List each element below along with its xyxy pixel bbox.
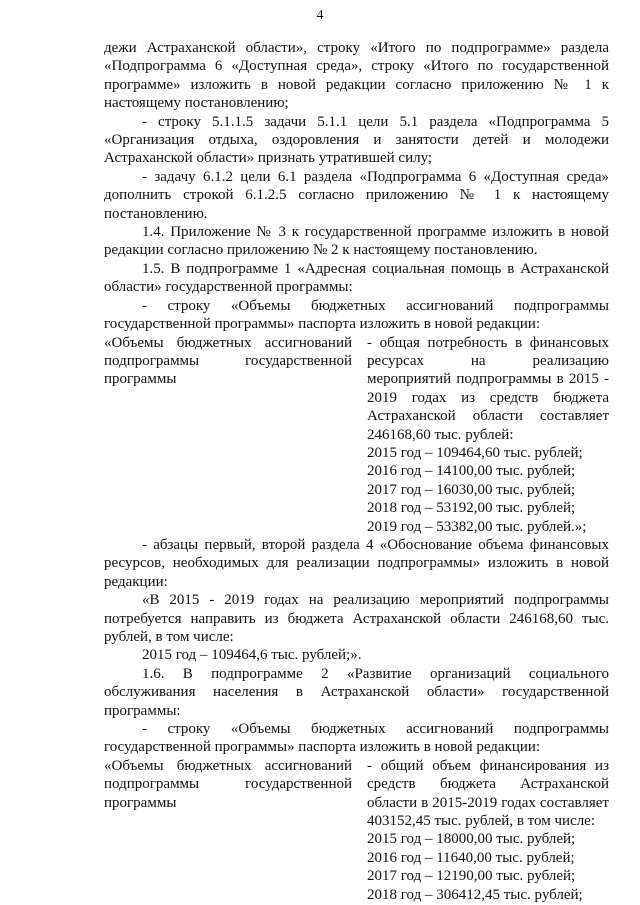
- budget-table-subprogram-2: [104, 757, 609, 904]
- year-line: 2016 год – 11640,00 тыс. рублей;: [367, 849, 575, 866]
- year-list: [367, 444, 609, 536]
- year-line: 2018 год – 306412,45 тыс. рублей;: [367, 886, 583, 903]
- year-line: 2019 год – 53382,00 тыс. рублей.»;: [367, 518, 587, 535]
- page-number: 4: [316, 8, 324, 23]
- year-list: [367, 830, 609, 904]
- year-line: 2018 год – 53192,00 тыс. рублей;: [367, 500, 576, 517]
- table-left-cell: «Объемы бюджетных ассигнований подпрограммы государственной программы: [104, 757, 352, 811]
- budget-table-subprogram-1: [104, 334, 609, 536]
- paragraph: 1.4. Приложение № 3 к государственной программе изложить в новой редакции согласно приложению № 2 к настоящему постановлению.: [104, 224, 609, 259]
- document-body: [104, 39, 609, 904]
- funding-description: - общий объем финансирования из средств бюджета Астраханской области в 2015-2019 годах составляет 403152,45 тыс. рублей, в том числе:: [367, 757, 609, 830]
- paragraph: 1.5. В подпрограмме 1 «Адресная социальная помощь в Астраханской области» государственной программы:: [104, 260, 609, 296]
- year-line: 2017 год – 16030,00 тыс. рублей;: [367, 481, 576, 498]
- paragraph: - строку «Объемы бюджетных ассигнований подпрограммы государственной программы» паспорта изложить в новой редакции:: [104, 297, 609, 333]
- paragraph: 2015 год – 109464,6 тыс. рублей;».: [142, 647, 362, 664]
- table-right-cell: [367, 757, 609, 904]
- year-line: 2015 год – 109464,60 тыс. рублей;: [367, 444, 583, 461]
- paragraph: - строку «Объемы бюджетных ассигнований подпрограммы государственной программы» паспорта изложить в новой редакции:: [104, 721, 609, 756]
- table-left-cell: «Объемы бюджетных ассигнований подпрограммы государственной программы: [104, 334, 352, 388]
- year-line: 2015 год – 18000,00 тыс. рублей;: [367, 831, 576, 848]
- paragraph: 1.6. В подпрограмме 2 «Развитие организаций социального обслуживания населения в Астраханской области» государственной программы:: [104, 665, 609, 719]
- year-line: 2016 год – 14100,00 тыс. рублей;: [367, 463, 576, 480]
- paragraph: - абзацы первый, второй раздела 4 «Обоснование объема финансовых ресурсов, необходимых для реализации подпрограммы» изложить в новой редакции:: [104, 536, 609, 590]
- table-right-cell: [367, 334, 609, 536]
- year-line: 2017 год – 12190,00 тыс. рублей;: [367, 868, 576, 885]
- paragraph: дежи Астраханской области», строку «Итого по подпрограмме» раздела «Подпрограмма 6 «Доступная среда», строку «Итого по государственной программе» изложить в новой редакции согласно приложению № 1 к настоящему постановлению;: [104, 40, 609, 112]
- paragraph: - строку 5.1.1.5 задачи 5.1.1 цели 5.1 раздела «Подпрограмма 5 «Организация отдыха, оздоровления и занятости детей и молодежи Астраханской области» признать утратившей силу;: [104, 113, 609, 167]
- paragraph: - задачу 6.1.2 цели 6.1 раздела «Подпрограмма 6 «Доступная среда» дополнить строкой 6.1.2.5 согласно приложению № 1 к настоящему постановлению.: [104, 168, 609, 222]
- funding-description: - общая потребность в финансовых ресурсах на реализацию мероприятий подпрограммы в 2015 - 2019 годах из средств бюджета Астраханской области составляет 246168,60 тыс. рублей:: [367, 334, 609, 443]
- paragraph: «В 2015 - 2019 годах на реализацию мероприятий подпрограммы потребуется направить из бюджета Астраханской области 246168,60 тыс. рублей, в том числе:: [104, 592, 609, 645]
